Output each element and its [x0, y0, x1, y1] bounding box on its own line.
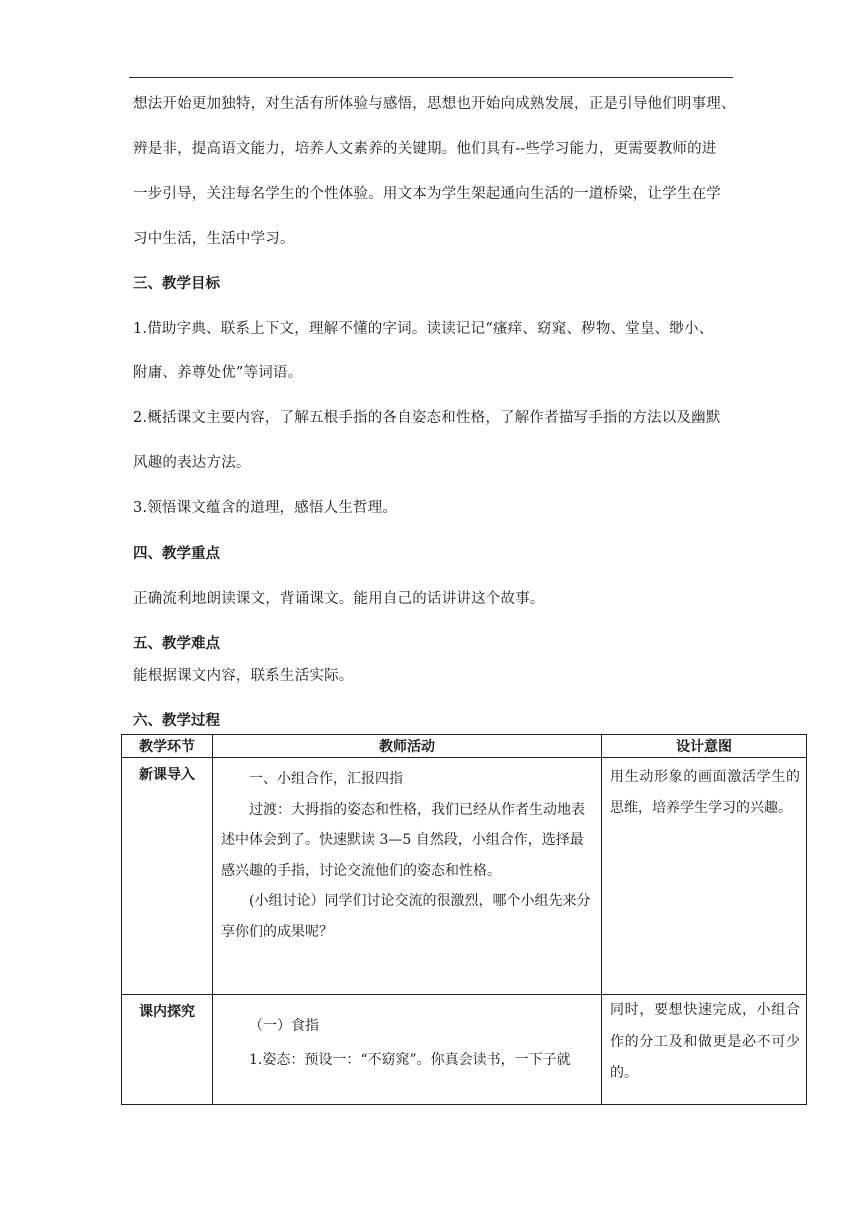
paragraph-line: 习中生活，生活中学习。: [133, 231, 295, 247]
section-heading-difficulties: 五、教学难点: [133, 636, 220, 652]
section-heading-key-points: 四、教学重点: [133, 546, 220, 562]
section-heading-objectives: 三、教学目标: [133, 276, 220, 292]
intent-cell: [602, 758, 807, 995]
objective-line: 附庸、养尊处优”等词语。: [133, 365, 303, 381]
activity-paragraph: 1.姿态：预设一：“不窈窕”。你真会读书，一下子就: [249, 1052, 571, 1068]
stage-cell: 新课导入: [122, 758, 213, 995]
table-row: [122, 995, 807, 1105]
activity-cell: [213, 758, 602, 995]
activity-paragraph: （一）食指: [249, 1018, 319, 1034]
objective-line: 1.借助字典、联系上下文，理解不懂的字词。读读记记“瘙痒、窈窕、秽物、堂皇、缈小、: [133, 321, 714, 337]
column-header: 教师活动: [213, 735, 602, 758]
activity-paragraph: 过渡：大拇指的姿态和性格，我们已经从作者生动地表述中体会到了。快速默读 3—5 自然段，小组合作，选择最感兴趣的手指，讨论交流他们的姿态和性格。: [221, 801, 585, 879]
column-header: 设计意图: [602, 735, 807, 758]
intent-cell: [602, 995, 807, 1105]
objective-line: 风趣的表达方法。: [133, 455, 251, 471]
paragraph-line: 想法开始更加独特，对生活有所体验与感悟，思想也开始向成熟发展，正是引导他们明事理、: [133, 96, 736, 112]
column-header: 教学环节: [122, 735, 213, 758]
activity-paragraph: 一、小组合作，汇报四指: [249, 771, 403, 787]
paragraph-line: 一步引导，关注每名学生的个性体验。用文本为学生架起通向生活的一道桥梁，让学生在学: [133, 186, 721, 202]
lesson-process-table: [121, 734, 807, 1105]
difficulties-text: 能根据课文内容，联系生活实际。: [133, 668, 354, 684]
stage-cell: 课内探究: [122, 995, 213, 1105]
section-heading-process: 六、教学过程: [133, 713, 220, 729]
activity-paragraph: (小组讨论）同学们讨论交流的很激烈，哪个小组先来分享你们的成果呢？: [221, 893, 591, 940]
objective-line: 2.概括课文主要内容，了解五根手指的各自姿态和性格，了解作者描写手指的方法以及幽默: [133, 410, 721, 426]
activity-cell: [213, 995, 602, 1105]
objective-line: 3.领悟课文蕴含的道理，感悟人生哲理。: [133, 500, 398, 516]
key-points-text: 正确流利地朗读课文，背诵课文。能用自己的话讲讲这个故事。: [133, 591, 545, 607]
intent-text: 同时，要想快速完成，小组合作的分工及和做更是必不可少的。: [610, 1002, 800, 1081]
table-row: [122, 758, 807, 995]
table-header-row: [122, 735, 807, 758]
paragraph-line: 辨是非，提高语文能力，培养人文素养的关键期。他们具有--些学习能力，更需要教师的进: [133, 141, 717, 157]
header-rule: [129, 77, 733, 78]
intent-text: 用生动形象的画面激活学生的思维，培养学生学习的兴趣。: [610, 769, 800, 816]
